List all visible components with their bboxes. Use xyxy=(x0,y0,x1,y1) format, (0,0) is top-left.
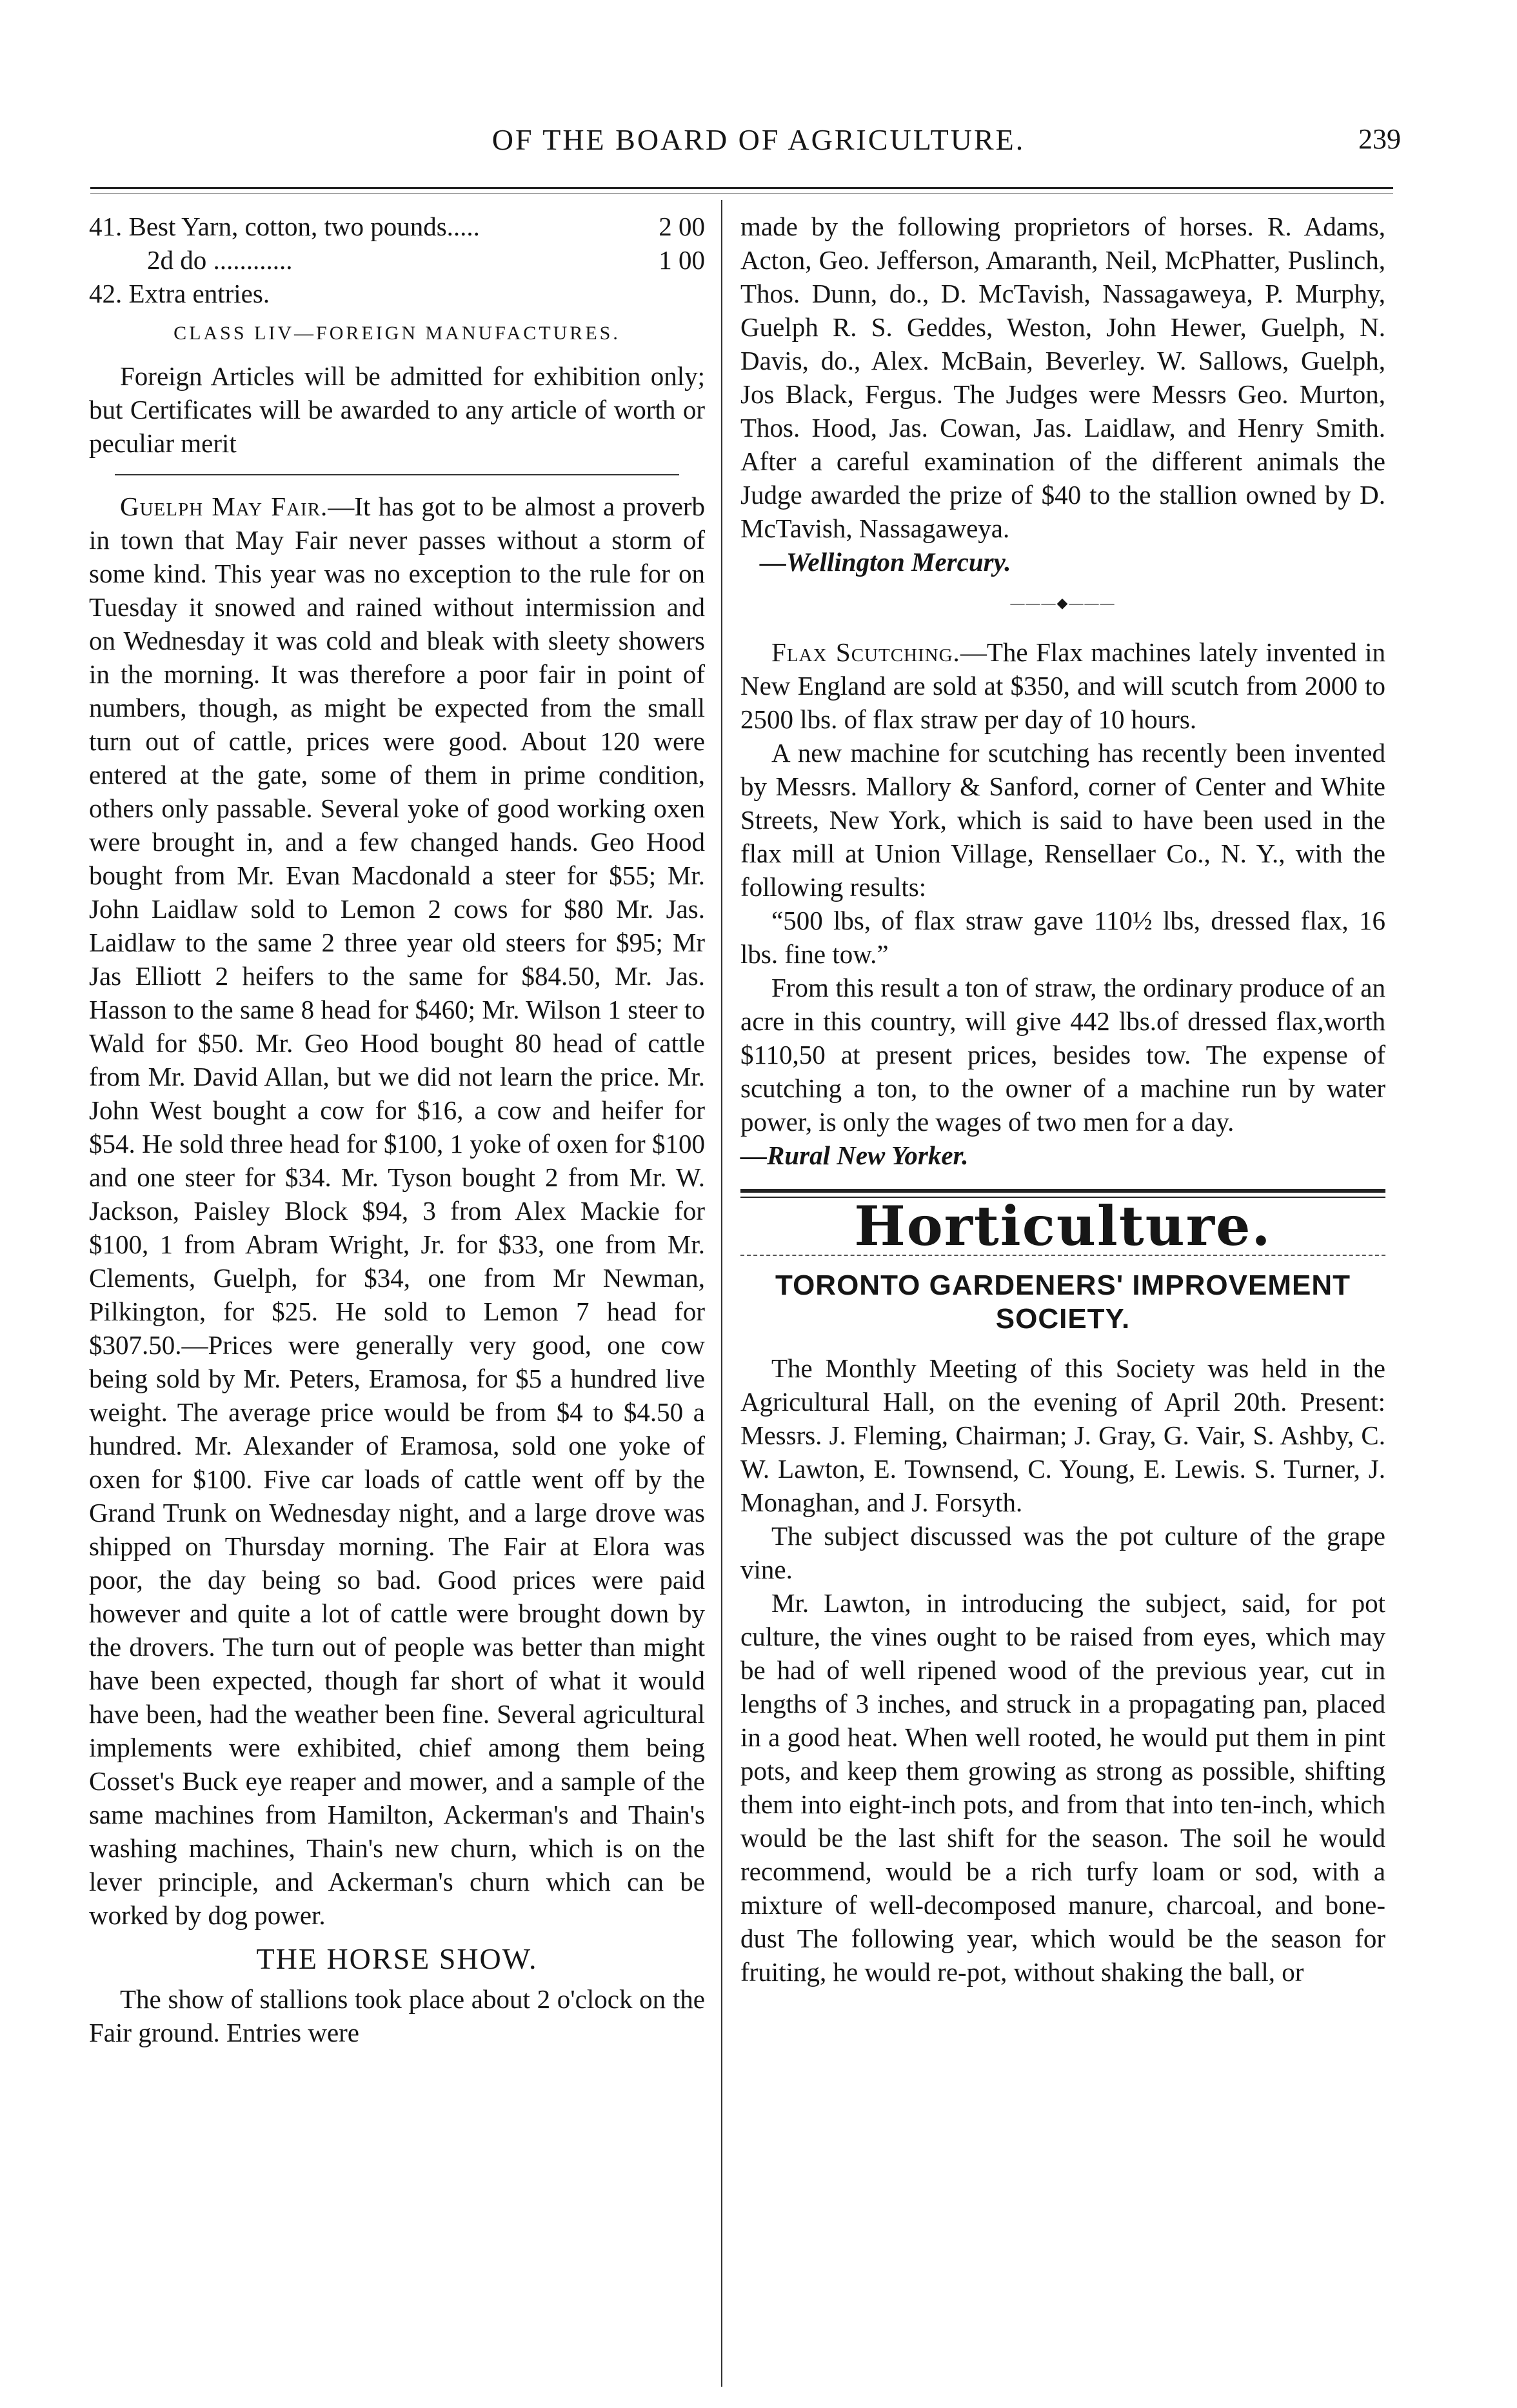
horticulture-section-title: Horticulture. xyxy=(854,1194,1272,1258)
class-heading: CLASS LIV—FOREIGN MANUFACTURES. xyxy=(174,323,620,344)
guelph-may-fair-text: —It has got to be almost a proverb in town that May Fair never passes without a storm of some kind. This year was no exception to the rule for on Tuesday it snowed and rained without intermission and on Wednesday it was cold and bleak with sleety showers in the morning. It was therefore a poor fair in point of numbers, though, as might be expected from the small turn out of cattle, prices were good. About 120 were entered at the gate, some of them in prime condition, others only passable. Several yoke of good working oxen were brought in, and a few changed hands. Geo Hood bought from Mr. Evan Macdonald a steer for $55; Mr. John Laidlaw sold to Lemon 2 cows for $80 Mr. Jas. Laidlaw to the same 2 three year old steers for $95; Mr Jas Elliott 2 heifers to the same for $84.50, Mr. Jas. Hasson to the same 8 head for $460; Mr. Wilson 1 steer to Wald for $50. Mr. Geo Hood bought 80 head of cattle from Mr. David Allan, but we did not learn the price. Mr. John West bought a cow for $16, a cow and heifer for $54. He sold three head for $100, 1 yoke of oxen for $100 and one steer for $34. Mr. Tyson bought 2 from Mr. W. Jackson, Paisley Block $94, 3 from Alex Mackie for $100, 1 from Abram Wright, Jr. for $33, one from Mr. Clements, Guelph, for $34, one from Mr Newman, Pilkington, for $25. He sold to Lemon 7 head for $307.50.—Prices were generally very good, one cow being sold by Mr. Peters, Eramosa, for $5 a hundred live weight. The average price would be from $4 to $4.50 a hundred. Mr. Alexander of Eramosa, sold one yoke of oxen for $100. Five car loads of cattle went off by the Grand Trunk on Wednesday night, and a large drove was shipped on Thursday morning. The Fair at Elora was poor, the day being so bad. Good prices were paid however and quite a lot of cattle were brought down by the drovers. The turn out of people was better than might have been expected, though far short of what it would have been, had the weather been fine. Several agricultural implements were exhibited, chief among them being Cosset's Buck eye reaper and mower, and a sample of the same machines from Hamilton, Ackerman's and Thain's washing machines, Thain's new churn, which is on the lever principle, and Ackerman's churn which can be worked by dog power. xyxy=(89,492,705,1930)
left-column xyxy=(89,210,705,2396)
prize-item-label: 41. Best Yarn, cotton, two pounds..... xyxy=(89,212,480,241)
horse-show-heading: THE HORSE SHOW. xyxy=(256,1942,538,1975)
prize-item-41 xyxy=(89,210,705,243)
horse-show-paragraph: The show of stallions took place about 2 o'clock on the Fair ground. Entries were xyxy=(89,1984,705,2047)
flax-scutching-text: —The Flax machines lately invented in New England are sold at $350, and will scutch from 2000 to 2500 lbs. of flax straw per day of 10 hours. xyxy=(740,637,1385,734)
guelph-may-fair-paragraph xyxy=(89,490,705,1932)
wellington-mercury-credit: —Wellington Mercury. xyxy=(760,547,1011,577)
guelph-may-fair-lead: Guelph May Fair. xyxy=(120,492,328,521)
right-column xyxy=(740,210,1385,2396)
running-header: OF THE BOARD OF AGRICULTURE. xyxy=(491,123,1026,156)
page-number: 239 xyxy=(1358,123,1401,155)
prize-item-label: 2d do ............ xyxy=(147,245,293,275)
prize-item-41-second xyxy=(89,243,705,277)
flax-scutching-paragraph xyxy=(740,635,1385,736)
horse-show-continued: made by the following proprietors of horses. R. Adams, Acton, Geo. Jefferson, Amaranth, Neil, McPhatter, Puslinch, Thos. Dunn, do., D. McTavish, Nassagaweya, P. Murphy, Guelph R. S. Geddes, Weston, John Hewer, Guelph, N. Davis, do., Alex. McBain, Beverley. W. Sallows, Guelph, Jos Black, Fergus. The Judges were Messrs Geo. Murton, Thos. Hood, Jas. Cowan, Jas. Laidlaw, and Henry Smith. After a careful examination of the different animals the Judge awarded the prize of $40 to the stallion owned by D. McTavish, Nassagaweya. xyxy=(740,212,1385,543)
prize-item-42: 42. Extra entries. xyxy=(89,279,270,308)
prize-item-amount: 1 00 xyxy=(659,245,705,275)
ornament-divider: ———◆——— xyxy=(1010,595,1116,611)
flax-scutching-lead: Flax Scutching. xyxy=(771,637,960,667)
prize-item-amount: 2 00 xyxy=(659,212,705,241)
column-divider xyxy=(721,200,722,2387)
lawton-paragraph: Mr. Lawton, in introducing the subject, said, for pot culture, the vines ought to be raised from eyes, which may be had of well ripened wood of the previous year, cut in lengths of 3 inches, and struck in a propagating pan, placed in a good heat. When well rooted, he would put them in pint pots, and keep them growing as strong as possible, shifting them into eight-inch pots, and from that into ten-inch, which would be the last shift for the season. The soil he would recommend, would be a rich turfy loam or sod, with a mixture of well-decomposed manure, charcoal, and bone-dust The following year, which would be the season for fruiting, he would re-pot, without shaking the ball, or xyxy=(740,1588,1385,1987)
flax-machine-paragraph: A new machine for scutching has recently been invented by Messrs. Mallory & Sanford, corner of Center and White Streets, New York, which is said to have been used in the flax mill at Union Village, Rensellaer Co., N. Y., with the following results: xyxy=(740,738,1385,902)
header-rule xyxy=(90,187,1393,189)
flax-results-quote: “500 lbs, of flax straw gave 110½ lbs, dressed flax, 16 lbs. fine tow.” xyxy=(740,906,1385,969)
subject-paragraph: The subject discussed was the pot culture of the grape vine. xyxy=(740,1521,1385,1584)
flax-result-paragraph: From this result a ton of straw, the ordinary produce of an acre in this country, will give 442 lbs.of dressed flax,worth $110,50 at present prices, besides tow. The expense of scutching a ton, to the owner of a machine run by water power, is only the wages of two men for a day. xyxy=(740,973,1385,1137)
section-heavy-rule xyxy=(740,1189,1385,1193)
foreign-articles-paragraph: Foreign Articles will be admitted for exhibition only; but Certificates will be awarded to any article of worth or peculiar merit xyxy=(89,361,705,458)
rural-new-yorker-credit: —Rural New Yorker. xyxy=(740,1140,969,1170)
monthly-meeting-paragraph: The Monthly Meeting of this Society was held in the Agricultural Hall, on the evening of April 20th. Present: Messrs. J. Fleming, Chairman; J. Gray, G. Vair, S. Ashby, C. W. Lawton, E. Townsend, C. Young, E. Lewis. S. Turner, J. Monaghan, and J. Forsyth. xyxy=(740,1353,1385,1517)
section-divider xyxy=(115,474,679,475)
toronto-gardeners-title: TORONTO GARDENERS' IMPROVEMENT SOCIETY. xyxy=(775,1269,1351,1335)
